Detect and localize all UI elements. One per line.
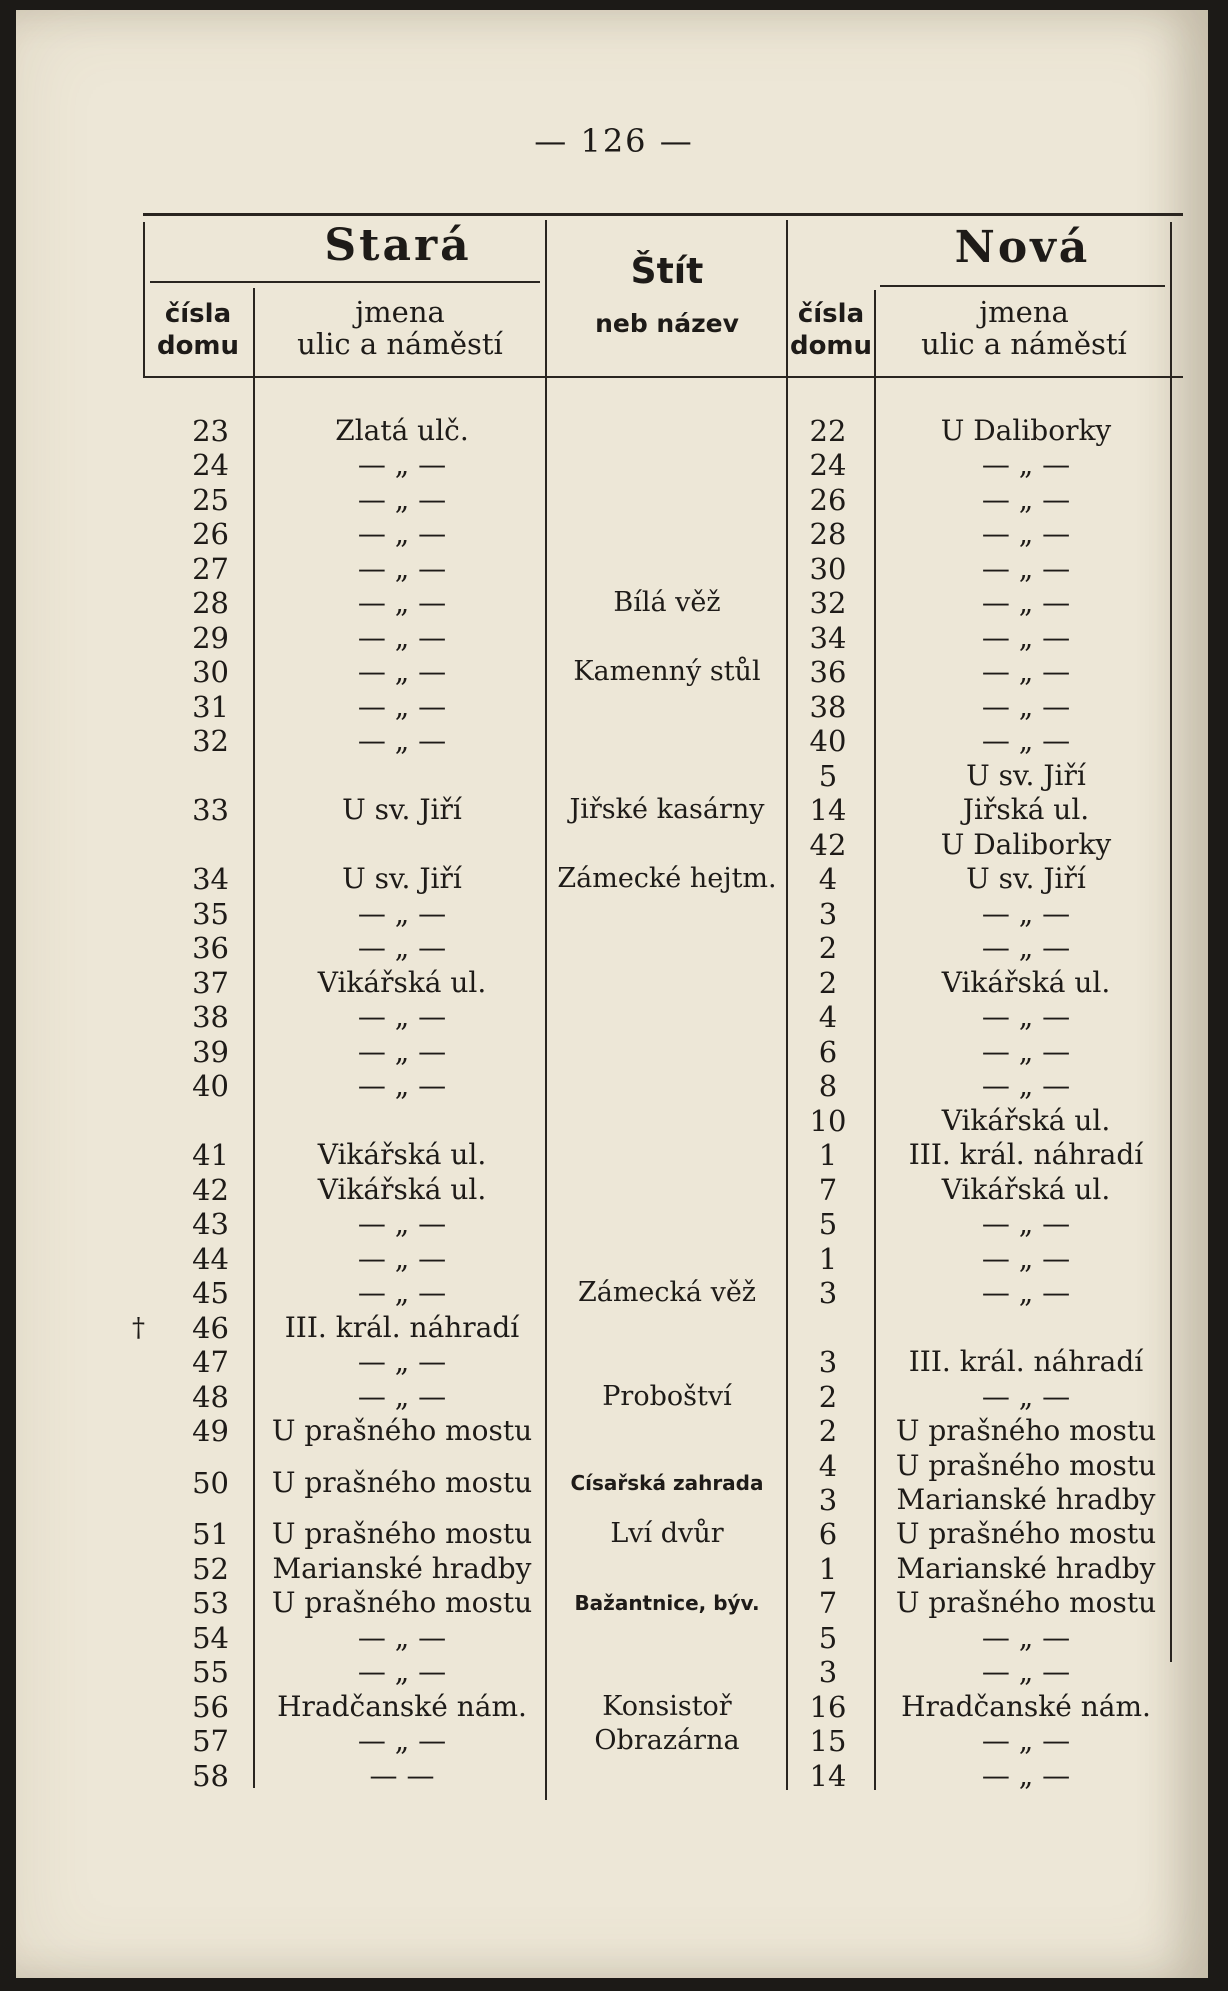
new-street-name: — „ — — [981, 1380, 1071, 1413]
new-street-name: Jiřská ul. — [962, 793, 1090, 826]
old-house-number: 40 — [192, 1069, 229, 1103]
new-street-name: — „ — — [981, 1759, 1071, 1792]
new-house-number: 5 — [818, 759, 838, 793]
new-street-name: — „ — — [981, 448, 1071, 481]
old-street-name: U prašného mostu — [271, 1517, 533, 1550]
new-street-name: U sv. Jiří — [966, 759, 1086, 792]
new-street-name: — „ — — [981, 1242, 1071, 1275]
house-sign: Lví dvůr — [610, 1518, 724, 1549]
new-street-name: — „ — — [981, 690, 1071, 723]
old-house-number: 41 — [192, 1138, 229, 1172]
new-street-name: III. král. náhradí — [908, 1345, 1144, 1378]
old-house-number: 39 — [192, 1035, 229, 1069]
new-house-number: 2 — [818, 1414, 838, 1448]
new-house-number: 8 — [818, 1069, 838, 1103]
new-street-name: — „ — — [981, 931, 1071, 964]
new-house-number: 34 — [809, 621, 847, 655]
old-house-number: 28 — [192, 586, 229, 620]
new-street-name: Vikářská ul. — [941, 1104, 1111, 1137]
new-street-name: U Daliborky — [940, 828, 1112, 861]
old-house-number: 55 — [192, 1655, 229, 1689]
old-house-number: 58 — [192, 1759, 229, 1793]
old-house-number: 52 — [192, 1552, 229, 1586]
new-house-number: 1 — [818, 1138, 838, 1172]
old-street-name: U prašného mostu — [271, 1466, 533, 1499]
old-house-number: 43 — [192, 1207, 229, 1241]
group-title-new: Nová — [954, 222, 1091, 273]
new-house-number: 1 — [818, 1242, 838, 1276]
old-street-name: U prašného mostu — [271, 1414, 533, 1447]
house-sign: Zámecká věž — [577, 1277, 757, 1308]
old-house-number: 49 — [192, 1414, 229, 1448]
new-house-number: 3 — [818, 1276, 838, 1310]
house-sign: Kamenný stůl — [573, 656, 761, 687]
old-street-name: — „ — — [357, 448, 447, 481]
old-street-name: — „ — — [357, 1035, 447, 1068]
old-street-name: — „ — — [357, 1380, 447, 1413]
old-street-name: — „ — — [357, 621, 447, 654]
new-house-number: 2 — [818, 1380, 838, 1414]
old-street-name: — — — [369, 1759, 435, 1792]
new-house-number: 26 — [809, 483, 847, 517]
new-street-name: U Daliborky — [940, 414, 1112, 447]
header-bottom-rule — [143, 376, 1183, 378]
new-street-name: Hradčanské nám. — [901, 1690, 1151, 1723]
new-street-name: — „ — — [981, 1035, 1071, 1068]
old-street-name: U sv. Jiří — [342, 862, 462, 895]
old-street-name: — „ — — [357, 517, 447, 550]
new-street-name: U prašného mostu — [895, 1517, 1157, 1550]
header-sign: Štít neb název — [595, 251, 739, 338]
house-sign: Jiřské kasárny — [569, 794, 765, 825]
new-street-name: Marianské hradby — [896, 1552, 1156, 1585]
new-street-name: U sv. Jiří — [966, 862, 1086, 895]
house-sign: Proboštví — [602, 1381, 732, 1412]
old-house-number: 25 — [192, 483, 229, 517]
old-street-name: U sv. Jiří — [342, 793, 462, 826]
new-street-name: — „ — — [981, 655, 1071, 688]
old-street-name: — „ — — [357, 483, 447, 516]
old-house-number: 37 — [192, 966, 229, 1000]
group-rule-old — [150, 281, 540, 283]
house-sign: Konsistoř — [602, 1691, 732, 1722]
old-house-number: 47 — [192, 1345, 229, 1379]
new-street-name: — „ — — [981, 1069, 1071, 1102]
new-house-number: 6 — [818, 1517, 838, 1551]
new-street-name: — „ — — [981, 1207, 1071, 1240]
old-house-number: 48 — [192, 1380, 229, 1414]
old-house-number: 57 — [192, 1724, 229, 1758]
new-house-number: 22 — [809, 414, 847, 448]
old-street-name: — „ — — [357, 1621, 447, 1654]
new-house-number: 40 — [809, 724, 847, 758]
old-street-name: III. král. náhradí — [284, 1311, 520, 1344]
new-house-number: 36 — [809, 655, 847, 689]
new-street-name: — „ — — [981, 1655, 1071, 1688]
old-house-number: 42 — [192, 1173, 229, 1207]
old-house-number: 30 — [192, 655, 229, 689]
header-new-name: jmena ulic a náměstí — [921, 295, 1127, 361]
old-house-number: 53 — [192, 1586, 229, 1620]
old-street-name: — „ — — [357, 690, 447, 723]
new-house-number: 4 — [818, 862, 838, 896]
old-house-number: 54 — [192, 1621, 229, 1655]
old-house-number: 26 — [192, 517, 229, 551]
old-street-name: — „ — — [357, 1242, 447, 1275]
new-street-name: — „ — — [981, 621, 1071, 654]
new-street-name: — „ — — [981, 552, 1071, 585]
old-street-name: — „ — — [357, 1000, 447, 1033]
old-street-name: Vikářská ul. — [317, 1173, 487, 1206]
new-street-name: U prašného mostu — [895, 1414, 1157, 1447]
new-street-name: U prašného mostu — [895, 1586, 1157, 1619]
new-street-name: — „ — — [981, 483, 1071, 516]
new-house-number: 3 — [818, 1483, 838, 1517]
house-sign: Bílá věž — [613, 587, 721, 618]
new-house-number: 4 — [818, 1449, 838, 1483]
old-house-number: 44 — [192, 1242, 229, 1276]
group-rule-new — [880, 285, 1165, 287]
new-street-name: Marianské hradby — [896, 1483, 1156, 1516]
old-street-name: Marianské hradby — [272, 1552, 532, 1585]
old-house-number: 56 — [192, 1690, 229, 1724]
old-house-number: 29 — [192, 621, 229, 655]
header-old-number: čísla domu — [156, 299, 240, 361]
old-house-number: 32 — [192, 724, 229, 758]
new-house-number: 3 — [818, 1655, 838, 1689]
old-house-number: 45 — [192, 1276, 229, 1310]
old-street-name: — „ — — [357, 1655, 447, 1688]
old-street-name: — „ — — [357, 1276, 447, 1309]
new-house-number: 2 — [818, 931, 838, 965]
new-house-number: 3 — [818, 897, 838, 931]
new-street-name: III. král. náhradí — [908, 1138, 1144, 1171]
new-house-number: 30 — [809, 552, 847, 586]
new-street-name: Vikářská ul. — [941, 966, 1111, 999]
col-rule-2 — [253, 288, 255, 1788]
group-title-old: Stará — [324, 220, 472, 271]
old-house-number: 24 — [192, 448, 229, 482]
old-street-name: Hradčanské nám. — [277, 1690, 527, 1723]
old-house-number: 23 — [192, 414, 229, 448]
new-house-number: 16 — [809, 1690, 847, 1724]
house-sign: Zámecké hejtm. — [557, 863, 777, 894]
new-house-number: 4 — [818, 1000, 838, 1034]
house-sign: Obrazárna — [594, 1725, 740, 1756]
new-house-number: 5 — [818, 1207, 838, 1241]
old-house-number: 27 — [192, 552, 229, 586]
house-sign: Bažantnice, býv. — [574, 1591, 760, 1615]
old-street-name: — „ — — [357, 1345, 447, 1378]
new-house-number: 3 — [818, 1345, 838, 1379]
old-street-name: Zlatá ulč. — [335, 414, 469, 447]
old-street-name: — „ — — [357, 655, 447, 688]
old-house-number: 34 — [192, 862, 229, 896]
old-house-number: 33 — [192, 793, 229, 827]
cross-marker: † — [132, 1313, 145, 1343]
old-house-number: 38 — [192, 1000, 229, 1034]
old-street-name: U prašného mostu — [271, 1586, 533, 1619]
new-house-number: 38 — [809, 690, 847, 724]
new-street-name: — „ — — [981, 1000, 1071, 1033]
new-house-number: 32 — [809, 586, 847, 620]
old-house-number: 35 — [192, 897, 229, 931]
old-street-name: — „ — — [357, 1724, 447, 1757]
new-house-number: 5 — [818, 1621, 838, 1655]
old-street-name: Vikářská ul. — [317, 966, 487, 999]
new-street-name: Vikářská ul. — [941, 1173, 1111, 1206]
old-street-name: — „ — — [357, 897, 447, 930]
new-house-number: 7 — [818, 1586, 838, 1620]
new-house-number: 28 — [809, 517, 847, 551]
new-house-number: 6 — [818, 1035, 838, 1069]
new-house-number: 14 — [809, 793, 847, 827]
old-house-number: 36 — [192, 931, 229, 965]
old-house-number: 51 — [192, 1517, 229, 1551]
new-house-number: 24 — [809, 448, 847, 482]
new-house-number: 1 — [818, 1552, 838, 1586]
header-new-number: čísla domu — [789, 299, 873, 361]
new-street-name: U prašného mostu — [895, 1449, 1157, 1482]
old-street-name: — „ — — [357, 552, 447, 585]
new-house-number: 42 — [809, 828, 847, 862]
table-top-rule — [143, 213, 1183, 216]
new-house-number: 10 — [809, 1104, 847, 1138]
new-street-name: — „ — — [981, 1724, 1071, 1757]
new-house-number: 14 — [809, 1759, 847, 1793]
new-street-name: — „ — — [981, 1276, 1071, 1309]
new-street-name: — „ — — [981, 897, 1071, 930]
old-street-name: Vikářská ul. — [317, 1138, 487, 1171]
new-street-name: — „ — — [981, 1621, 1071, 1654]
header-old-name: jmena ulic a náměstí — [297, 295, 503, 361]
new-street-name: — „ — — [981, 517, 1071, 550]
old-house-number: 46 — [192, 1311, 229, 1345]
page-number: — 126 — — [534, 122, 694, 160]
old-house-number: 31 — [192, 690, 229, 724]
new-street-name: — „ — — [981, 586, 1071, 619]
old-street-name: — „ — — [357, 586, 447, 619]
new-house-number: 15 — [809, 1724, 847, 1758]
old-street-name: — „ — — [357, 1207, 447, 1240]
new-house-number: 7 — [818, 1173, 838, 1207]
old-street-name: — „ — — [357, 1069, 447, 1102]
new-street-name: — „ — — [981, 724, 1071, 757]
old-street-name: — „ — — [357, 931, 447, 964]
old-house-number: 50 — [192, 1466, 229, 1500]
old-street-name: — „ — — [357, 724, 447, 757]
house-sign: Císařská zahrada — [570, 1471, 764, 1495]
new-house-number: 2 — [818, 966, 838, 1000]
